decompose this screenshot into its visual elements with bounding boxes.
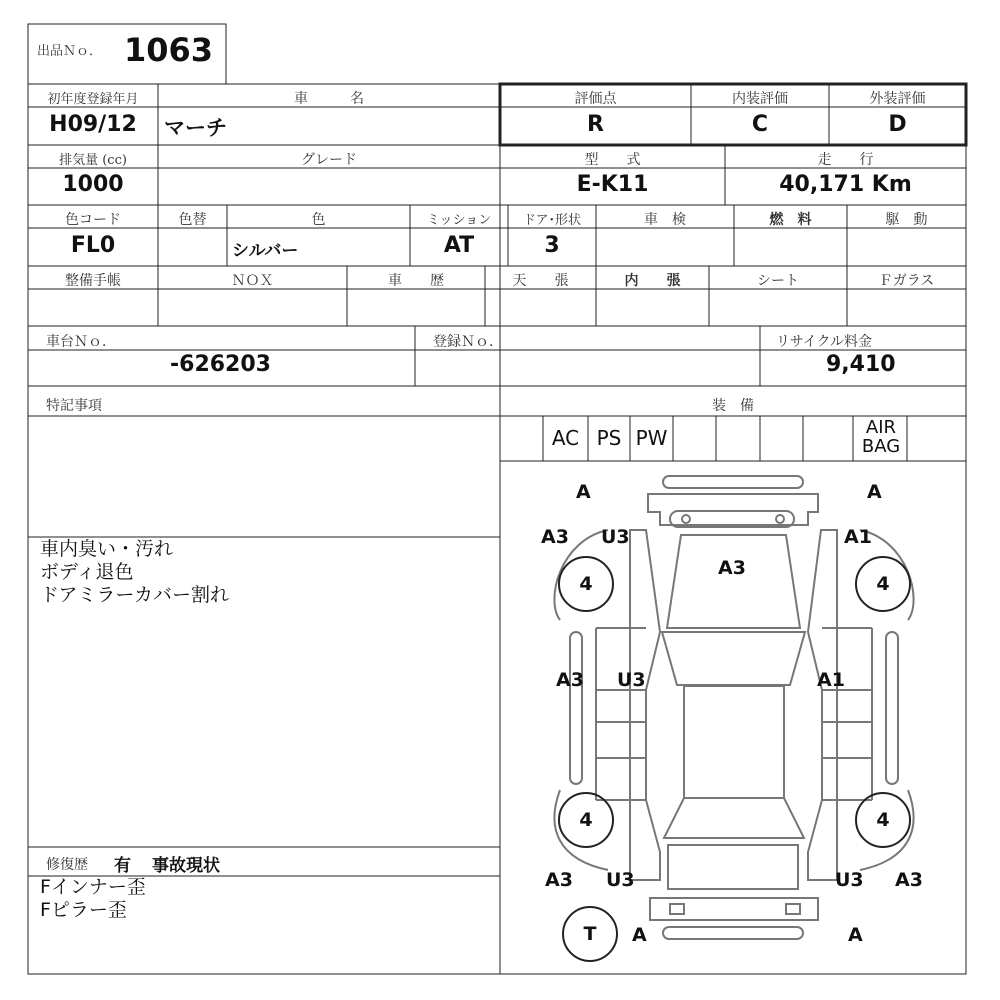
repair-label: 修復歴 xyxy=(46,857,88,873)
mark-hood: A3 xyxy=(718,557,746,579)
lot-number-label: 出品Ｎｏ． xyxy=(37,44,103,59)
grade-label: グレード xyxy=(301,152,357,168)
mark-rear-bumper-right: A xyxy=(848,924,863,946)
car-name-label: 車 名 xyxy=(294,91,364,107)
mark-rear-left: A3 xyxy=(545,869,573,891)
color-code: FL0 xyxy=(70,233,116,258)
nox-label: ＮＯＸ xyxy=(231,273,274,289)
mark-fender-fl-2: U3 xyxy=(601,526,630,548)
score: R xyxy=(587,112,604,137)
tire-fl: 4 xyxy=(579,573,593,595)
mark-rear-right: U3 xyxy=(835,869,864,891)
color-label: 色 xyxy=(311,212,326,228)
mark-front-left: A xyxy=(576,481,591,503)
equipment-airbag: AIR BAG xyxy=(861,417,901,457)
tire-fr: 4 xyxy=(876,573,890,595)
registration-label: 登録Ｎｏ． xyxy=(433,334,503,350)
mark-door-fl: A3 xyxy=(556,669,584,691)
maintenance-label: 整備手帳 xyxy=(65,273,121,289)
score-label: 評価点 xyxy=(574,91,617,107)
recycle-fee: 9,410 xyxy=(826,352,896,377)
mark-fender-fl: A3 xyxy=(541,526,569,548)
repair-line: Fインナー歪 xyxy=(40,876,146,898)
note-line: ボディ退色 xyxy=(40,561,134,583)
notes-label: 特記事項 xyxy=(46,398,102,414)
door-count: 3 xyxy=(544,233,560,258)
model-label: 型 式 xyxy=(584,152,641,168)
displacement-label: 排気量 (cc) xyxy=(59,153,127,168)
car-name: マーチ xyxy=(164,116,227,140)
mark-front-right: A xyxy=(867,481,882,503)
repair-line: Fピラー歪 xyxy=(40,899,127,921)
mileage: 40,171 Km xyxy=(779,172,912,197)
accident-label: 事故現状 xyxy=(152,856,220,876)
roof-label: 天 張 xyxy=(512,273,569,289)
fuel-label: 燃 料 xyxy=(769,212,812,228)
glass-label: Ｆガラス xyxy=(878,273,935,289)
exterior-label: 外装評価 xyxy=(869,91,926,107)
equipment-label: 装 備 xyxy=(712,398,754,414)
equipment-pw: PW xyxy=(635,426,668,450)
interior-trim-label: 内 張 xyxy=(624,273,681,289)
reg-year: H09/12 xyxy=(49,112,137,137)
drive-label: 駆 動 xyxy=(885,212,928,228)
mileage-label: 走 行 xyxy=(817,152,874,168)
repaint-label: 色替 xyxy=(178,212,207,228)
interior-grade: C xyxy=(751,112,769,137)
door-label: ドア･形状 xyxy=(522,213,582,228)
mark-fender-fr: A1 xyxy=(844,526,872,548)
color-code-label: 色コード xyxy=(65,212,121,228)
mark-rear-bumper-left: A xyxy=(632,924,647,946)
chassis-label: 車台Ｎｏ． xyxy=(46,334,116,350)
repair-value: 有 xyxy=(114,856,131,876)
inspection-label: 車 検 xyxy=(644,212,686,228)
displacement: 1000 xyxy=(62,172,124,197)
note-line: 車内臭い・汚れ xyxy=(40,538,174,560)
recycle-label: リサイクル料金 xyxy=(776,334,873,350)
interior-label: 内装評価 xyxy=(732,91,788,107)
color-name: シルバー xyxy=(232,241,299,261)
lot-number: 1063 xyxy=(124,31,214,69)
chassis-number: -626203 xyxy=(170,352,271,377)
tire-rl: 4 xyxy=(579,809,593,831)
history-label: 車 歴 xyxy=(388,273,444,289)
mark-door-fl-2: U3 xyxy=(617,669,646,691)
model-code: E-K11 xyxy=(576,172,649,197)
mission-label: ミッション xyxy=(426,213,492,228)
tire-spare: T xyxy=(583,923,597,945)
equipment-ps: PS xyxy=(596,426,622,450)
tire-rr: 4 xyxy=(876,809,890,831)
mark-door-fr: A1 xyxy=(817,669,845,691)
mark-rear-left-2: U3 xyxy=(606,869,635,891)
mark-rear-right-2: A3 xyxy=(895,869,923,891)
exterior-grade: D xyxy=(888,112,907,137)
mission: AT xyxy=(443,233,475,258)
reg-year-label: 初年度登録年月 xyxy=(47,92,139,107)
note-line: ドアミラーカバー割れ xyxy=(40,584,230,606)
seat-label: シート xyxy=(757,273,799,289)
equipment-ac: AC xyxy=(551,426,580,450)
